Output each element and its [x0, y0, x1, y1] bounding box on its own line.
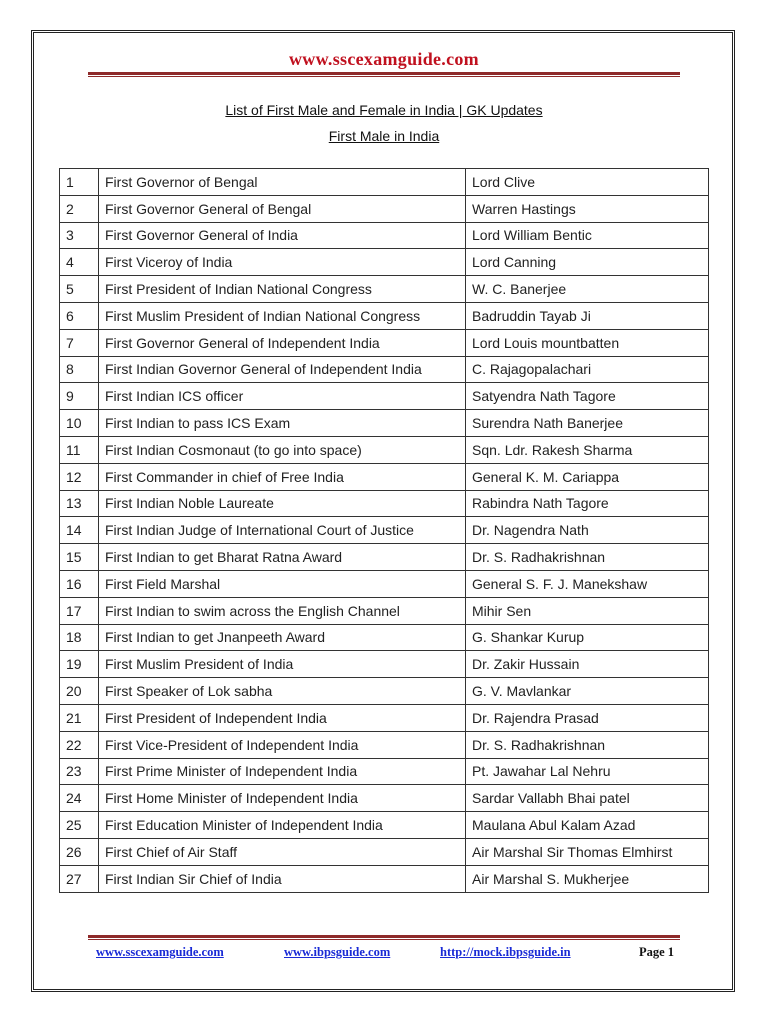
row-person: Surendra Nath Banerjee: [466, 410, 709, 437]
row-title: First Governor General of Independent India: [99, 329, 466, 356]
footer-link-ibpsguide[interactable]: [284, 945, 390, 960]
row-number: 10: [60, 410, 99, 437]
row-title: First Education Minister of Independent India: [99, 812, 466, 839]
row-number: 21: [60, 704, 99, 731]
row-number: 18: [60, 624, 99, 651]
row-title: First Muslim President of Indian National Congress: [99, 302, 466, 329]
table-row: [60, 169, 709, 196]
row-title: First Governor General of India: [99, 222, 466, 249]
row-number: 8: [60, 356, 99, 383]
row-person: Dr. Zakir Hussain: [466, 651, 709, 678]
firsts-table: [59, 168, 709, 893]
row-number: 3: [60, 222, 99, 249]
table-row: [60, 624, 709, 651]
row-person: C. Rajagopalachari: [466, 356, 709, 383]
row-number: 2: [60, 195, 99, 222]
row-person: Mihir Sen: [466, 597, 709, 624]
row-number: 24: [60, 785, 99, 812]
table-row: [60, 731, 709, 758]
header-rule: [88, 72, 680, 77]
row-person: General K. M. Cariappa: [466, 463, 709, 490]
row-person: Pt. Jawahar Lal Nehru: [466, 758, 709, 785]
table-row: [60, 249, 709, 276]
row-title: First Indian Sir Chief of India: [99, 865, 466, 892]
row-title: First Chief of Air Staff: [99, 838, 466, 865]
table-row: [60, 222, 709, 249]
table-row: [60, 678, 709, 705]
row-title: First President of Independent India: [99, 704, 466, 731]
table-row: [60, 276, 709, 303]
row-title: First Speaker of Lok sabha: [99, 678, 466, 705]
row-person: Dr. Rajendra Prasad: [466, 704, 709, 731]
table-row: [60, 544, 709, 571]
row-title: First Indian Cosmonaut (to go into space): [99, 436, 466, 463]
row-number: 7: [60, 329, 99, 356]
row-title: First Indian ICS officer: [99, 383, 466, 410]
document-title: [0, 102, 768, 118]
footer-link-mock-text[interactable]: http://mock.ibpsguide.in: [440, 945, 571, 959]
row-title: First Indian to get Jnanpeeth Award: [99, 624, 466, 651]
section-title-text: First Male in India: [328, 128, 440, 144]
row-person: Sardar Vallabh Bhai patel: [466, 785, 709, 812]
row-title: First Muslim President of India: [99, 651, 466, 678]
row-number: 6: [60, 302, 99, 329]
row-person: Air Marshal Sir Thomas Elmhirst: [466, 838, 709, 865]
row-number: 26: [60, 838, 99, 865]
row-person: Badruddin Tayab Ji: [466, 302, 709, 329]
table-row: [60, 758, 709, 785]
table-row: [60, 356, 709, 383]
table-row: [60, 785, 709, 812]
row-number: 17: [60, 597, 99, 624]
row-person: Lord Clive: [466, 169, 709, 196]
table-row: [60, 436, 709, 463]
row-title: First Indian to get Bharat Ratna Award: [99, 544, 466, 571]
table-row: [60, 410, 709, 437]
table-row: [60, 812, 709, 839]
row-title: First Viceroy of India: [99, 249, 466, 276]
row-number: 27: [60, 865, 99, 892]
table-row: [60, 463, 709, 490]
row-number: 16: [60, 570, 99, 597]
row-title: First Vice-President of Independent India: [99, 731, 466, 758]
table-row: [60, 865, 709, 892]
row-person: Air Marshal S. Mukherjee: [466, 865, 709, 892]
row-title: First Indian Judge of International Court of Justice: [99, 517, 466, 544]
row-number: 19: [60, 651, 99, 678]
table-row: [60, 651, 709, 678]
row-title: First Indian Governor General of Independent India: [99, 356, 466, 383]
row-person: Satyendra Nath Tagore: [466, 383, 709, 410]
row-person: Lord Canning: [466, 249, 709, 276]
row-person: G. Shankar Kurup: [466, 624, 709, 651]
row-title: First Indian Noble Laureate: [99, 490, 466, 517]
table-row: [60, 329, 709, 356]
table-row: [60, 383, 709, 410]
site-title: www.sscexamguide.com: [289, 49, 479, 69]
row-number: 12: [60, 463, 99, 490]
row-person: Warren Hastings: [466, 195, 709, 222]
row-person: Sqn. Ldr. Rakesh Sharma: [466, 436, 709, 463]
row-title: First Governor General of Bengal: [99, 195, 466, 222]
footer-link-ibpsguide-text[interactable]: www.ibpsguide.com: [284, 945, 391, 959]
row-number: 13: [60, 490, 99, 517]
row-title: First Commander in chief of Free India: [99, 463, 466, 490]
row-person: Lord Louis mountbatten: [466, 329, 709, 356]
row-number: 20: [60, 678, 99, 705]
row-person: Dr. Nagendra Nath: [466, 517, 709, 544]
row-title: First President of Indian National Congress: [99, 276, 466, 303]
table-row: [60, 597, 709, 624]
footer-link-sscexamguide[interactable]: [96, 945, 224, 960]
row-title: First Governor of Bengal: [99, 169, 466, 196]
row-person: Dr. S. Radhakrishnan: [466, 731, 709, 758]
firsts-table-body: [60, 169, 709, 893]
row-person: Dr. S. Radhakrishnan: [466, 544, 709, 571]
row-number: 22: [60, 731, 99, 758]
table-row: [60, 517, 709, 544]
footer-rule: [88, 935, 680, 940]
table-row: [60, 704, 709, 731]
row-number: 23: [60, 758, 99, 785]
row-number: 14: [60, 517, 99, 544]
row-person: Rabindra Nath Tagore: [466, 490, 709, 517]
row-person: W. C. Banerjee: [466, 276, 709, 303]
row-person: General S. F. J. Manekshaw: [466, 570, 709, 597]
row-person: G. V. Mavlankar: [466, 678, 709, 705]
row-person: Lord William Bentic: [466, 222, 709, 249]
row-number: 5: [60, 276, 99, 303]
footer-link-mock[interactable]: [440, 945, 571, 960]
row-title: First Indian to swim across the English Channel: [99, 597, 466, 624]
footer-link-sscexamguide-text[interactable]: www.sscexamguide.com: [96, 945, 224, 959]
row-title: First Home Minister of Independent India: [99, 785, 466, 812]
row-number: 11: [60, 436, 99, 463]
row-title: First Field Marshal: [99, 570, 466, 597]
row-person: Maulana Abul Kalam Azad: [466, 812, 709, 839]
table-row: [60, 838, 709, 865]
table-row: [60, 195, 709, 222]
table-row: [60, 570, 709, 597]
document-title-text: List of First Male and Female in India | GK Updates: [225, 102, 543, 118]
row-number: 9: [60, 383, 99, 410]
page-number: Page 1: [639, 945, 675, 959]
row-title: First Prime Minister of Independent India: [99, 758, 466, 785]
row-number: 25: [60, 812, 99, 839]
table-row: [60, 490, 709, 517]
row-number: 1: [60, 169, 99, 196]
table-row: [60, 302, 709, 329]
row-title: First Indian to pass ICS Exam: [99, 410, 466, 437]
row-number: 15: [60, 544, 99, 571]
section-title: [0, 128, 768, 144]
row-number: 4: [60, 249, 99, 276]
